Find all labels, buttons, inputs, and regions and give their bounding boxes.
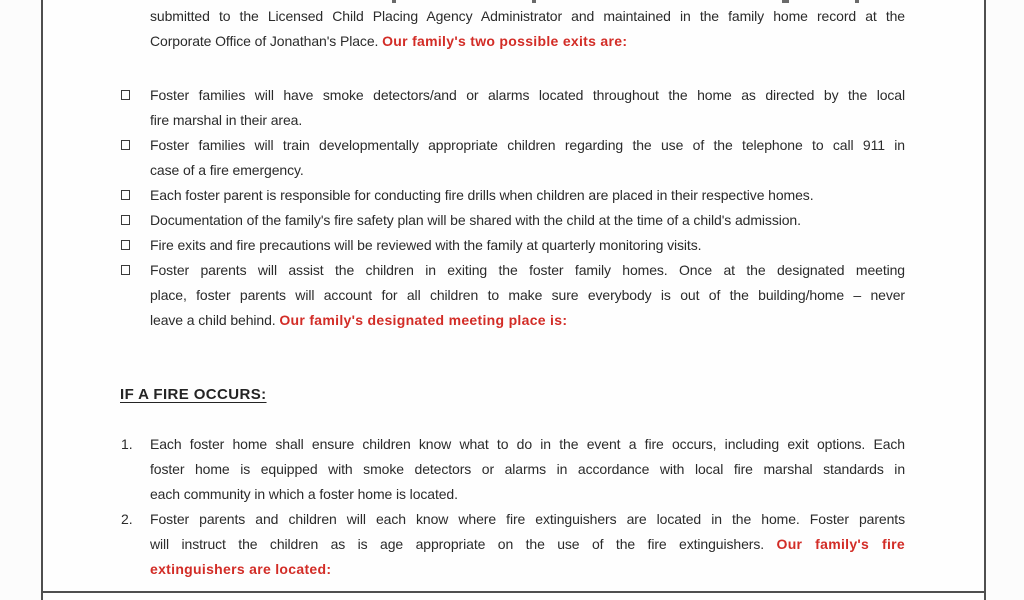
highlight-red-text: Our family's fire	[776, 536, 905, 552]
text-segment: Corporate Office of Jonathan's Place.	[150, 33, 379, 49]
text-line: Foster families will train developmentally appropriate children regarding the use of the telephone to call 911 in	[150, 137, 905, 153]
bullet-item	[43, 258, 984, 333]
list-number: 1.	[121, 436, 133, 452]
text-line: each community in which a foster home is located.	[150, 486, 458, 502]
text-segment: will instruct the children as is age appropriate on the use of the fire extinguishers.	[150, 536, 765, 552]
text-line: place, foster parents will account for all children to make sure everybody is out of the building/home – never	[150, 287, 905, 303]
text-line: Each foster parent is responsible for conducting fire drills when children are placed in their respective homes.	[150, 187, 814, 203]
section-heading: IF A FIRE OCCURS:	[120, 386, 267, 403]
text-line: Fire exits and fire precautions will be reviewed with the family at quarterly monitoring visits.	[150, 237, 702, 253]
clipped-line-remnant	[532, 0, 536, 3]
clipped-line-remnant	[782, 0, 789, 3]
text-line: foster home is equipped with smoke detectors or alarms in accordance with local fire marshal standards in	[150, 461, 905, 477]
clipped-line-remnant	[392, 0, 396, 3]
highlight-red-text: extinguishers are located:	[150, 561, 332, 577]
numbered-item	[43, 432, 984, 507]
text-line	[150, 532, 905, 557]
bullet-item	[43, 233, 984, 258]
bullet-item	[43, 208, 984, 233]
text-line	[150, 308, 905, 333]
page-border-bottom	[43, 591, 984, 593]
text-line: case of a fire emergency.	[150, 162, 304, 178]
bullet-item	[43, 133, 984, 183]
text-line: submitted to the Licensed Child Placing Agency Administrator and maintained in the family home record at the	[150, 8, 905, 24]
text-line	[150, 29, 905, 54]
checkbox-bullet-icon	[121, 133, 150, 183]
bullet-item	[43, 83, 984, 133]
clipped-line-remnant	[855, 0, 859, 3]
text-line: Foster parents and children will each know where fire extinguishers are located in the home. Foster parents	[150, 511, 905, 527]
text-line: Foster families will have smoke detectors/and or alarms located throughout the home as directed by the local	[150, 87, 905, 103]
checkbox-bullet-icon	[121, 208, 150, 233]
intro-paragraph	[150, 4, 905, 54]
text-line: Documentation of the family's fire safety plan will be shared with the child at the time of a child's admission.	[150, 212, 801, 228]
list-number: 2.	[121, 511, 133, 527]
checkbox-bullet-icon	[121, 233, 150, 258]
document-page	[41, 0, 986, 600]
checkbox-bullet-icon	[121, 258, 150, 333]
text-line	[150, 557, 905, 582]
checkbox-bullet-icon	[121, 83, 150, 133]
numbered-item	[43, 507, 984, 582]
text-line: fire marshal in their area.	[150, 112, 303, 128]
checkbox-bullet-icon	[121, 183, 150, 208]
text-segment: leave a child behind.	[150, 312, 276, 328]
text-line: Each foster home shall ensure children know what to do in the event a fire occurs, including exit options. Each	[150, 436, 905, 452]
bullet-list	[43, 83, 984, 333]
text-line: Foster parents will assist the children in exiting the foster family homes. Once at the designated meeting	[150, 262, 905, 278]
highlight-red-text: Our family's two possible exits are:	[382, 33, 628, 49]
numbered-list	[43, 432, 984, 582]
highlight-red-text: Our family's designated meeting place is:	[279, 312, 568, 328]
bullet-item	[43, 183, 984, 208]
